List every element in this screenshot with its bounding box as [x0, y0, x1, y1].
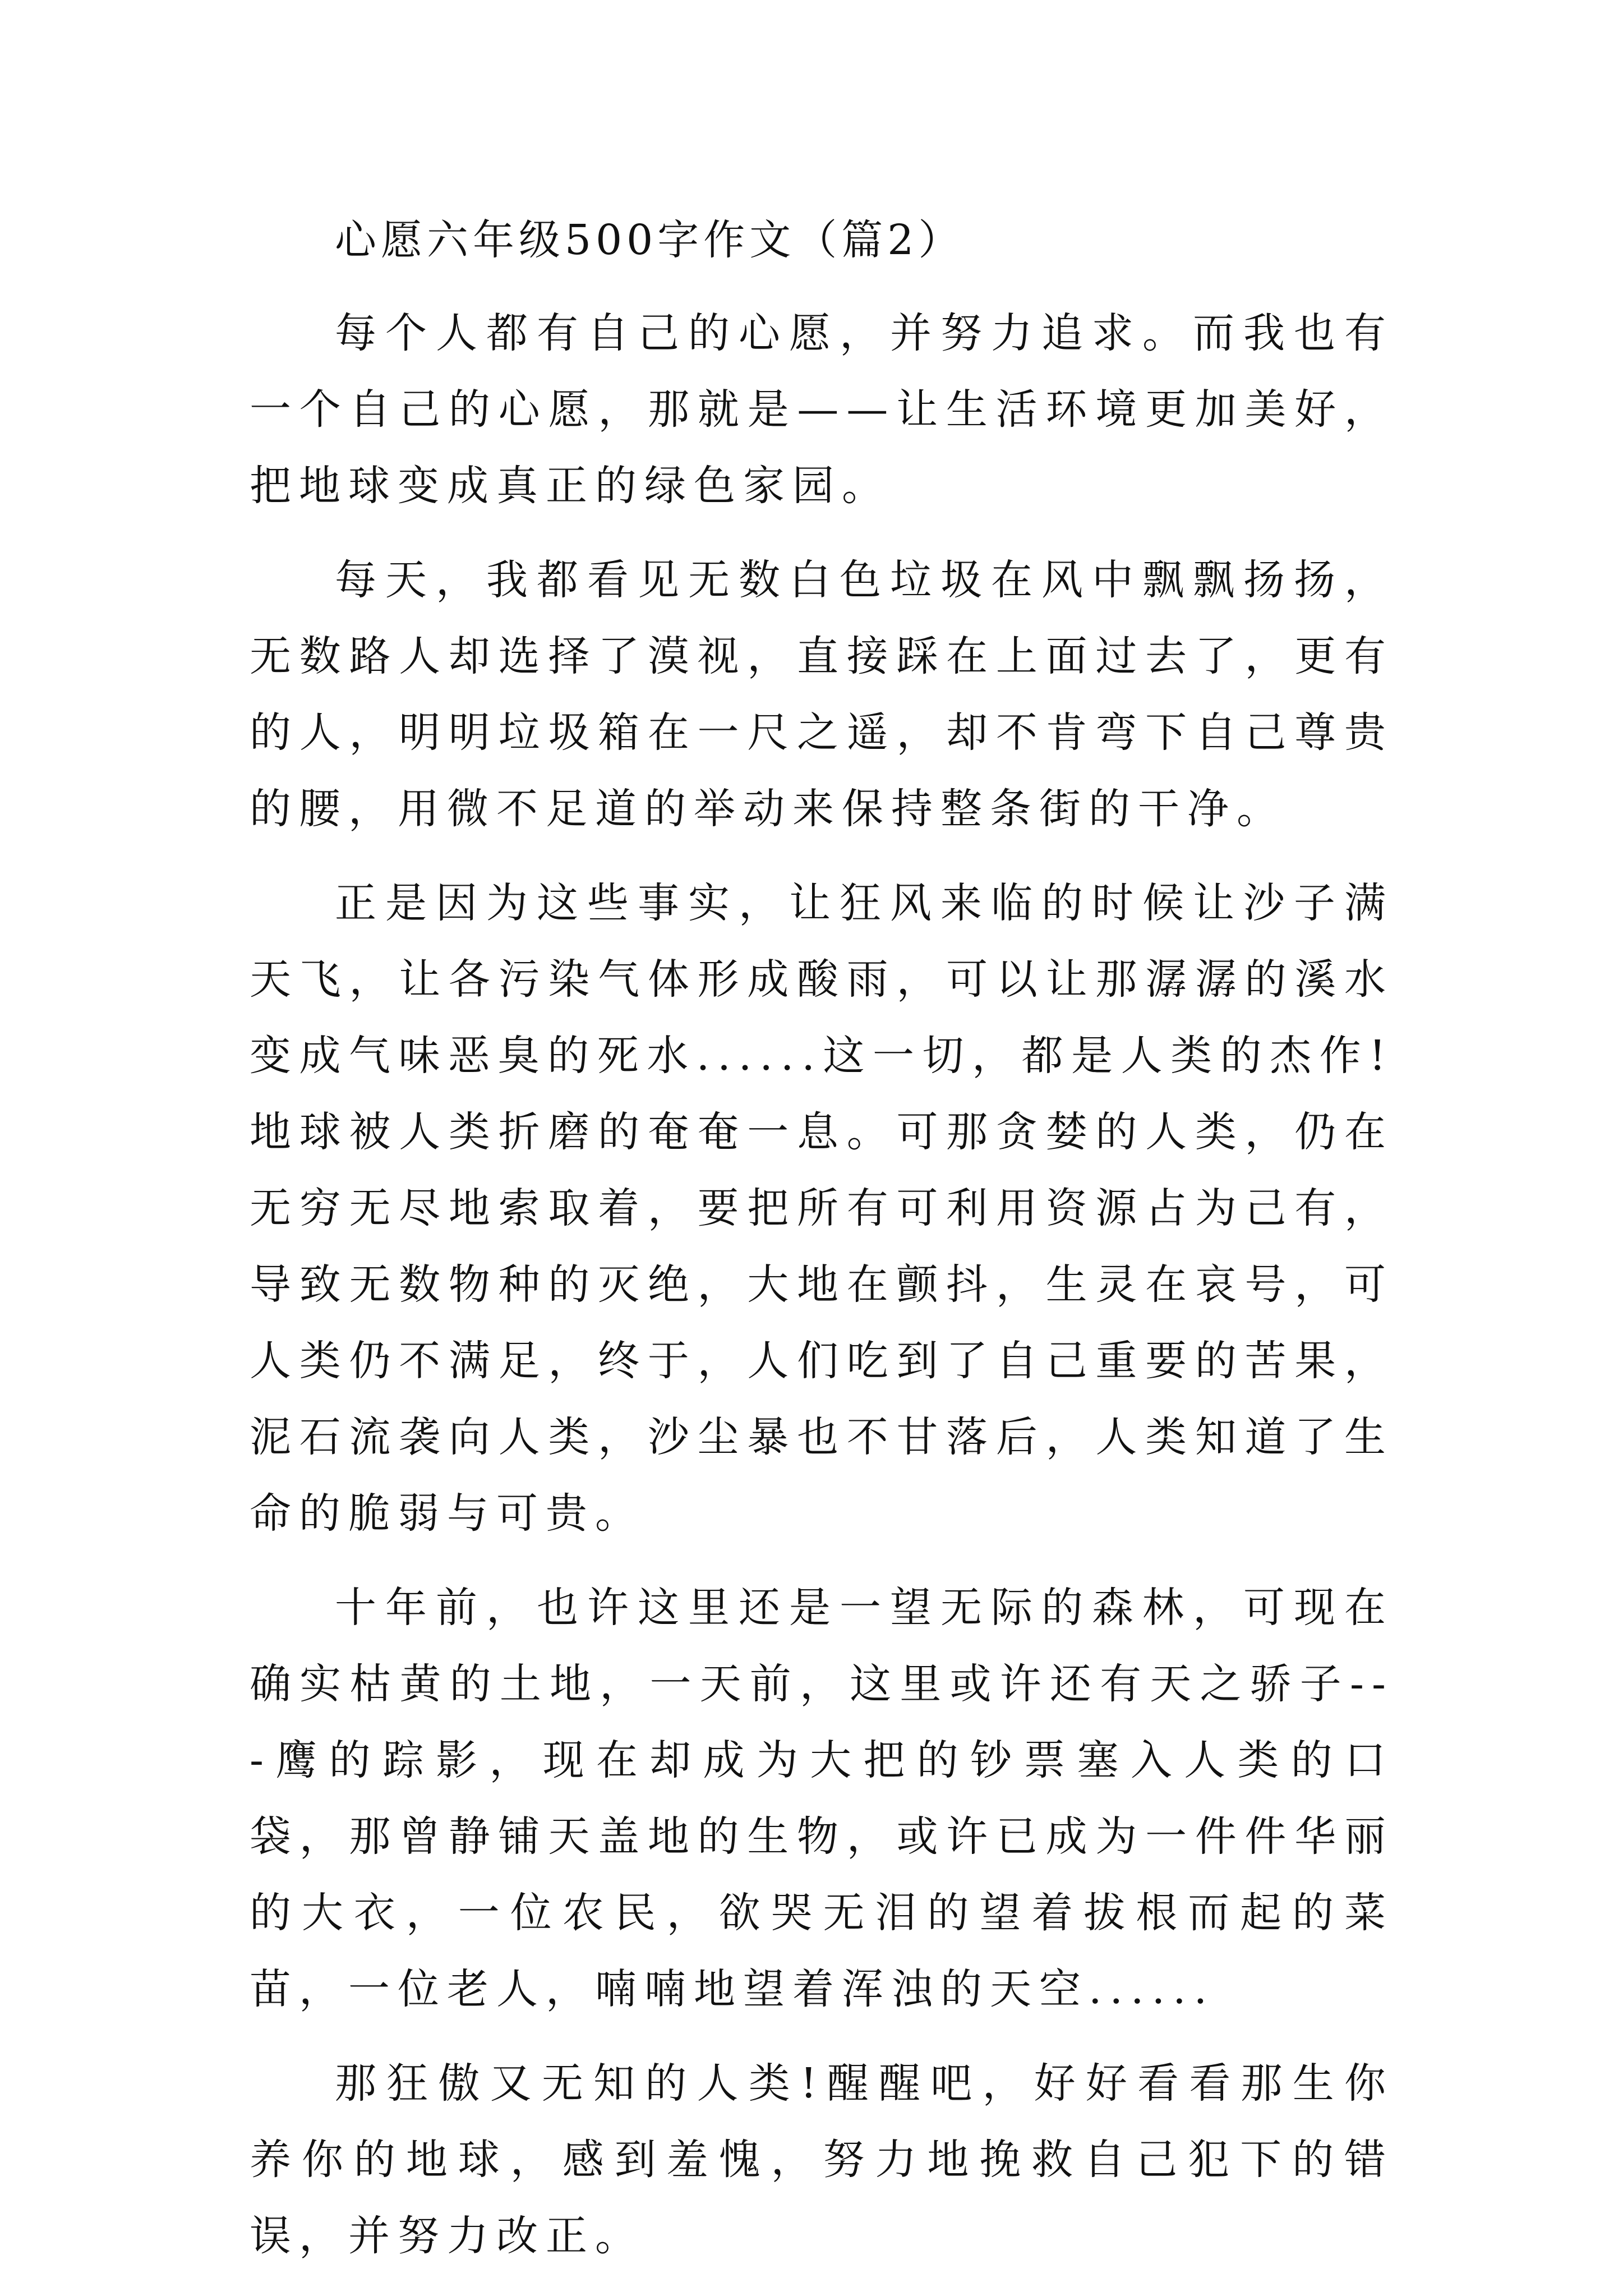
document-title: 心愿六年级500字作文（篇2） — [335, 216, 965, 264]
paragraph-5: 那狂傲又无知的人类!醒醒吧，好好看看那生你养你的地球，感到羞愧，努力地挽救自己犯下的错误，并努力改正。 — [250, 2059, 1394, 2260]
paragraph-3: 正是因为这些事实，让狂风来临的时候让沙子满天飞，让各污染气体形成酸雨，可以让那潺潺的溪水变成气味恶臭的死水......这一切，都是人类的杰作!地球被人类折磨的奄奄一息。可那贪婪的人类，仍在无穷无尽地索取着，要把所有可利用资源占为己有，导致无数物种的灭绝，大地在颤抖，生灵在哀号，可人类仍不满足，终于，人们吃到了自己重要的苦果，泥石流袭向人类，沙尘暴也不甘落后，人类知道了生命的脆弱与可贵。 — [250, 879, 1394, 1538]
paragraph-2: 每天，我都看见无数白色垃圾在风中飘飘扬扬，无数路人却选择了漠视，直接踩在上面过去了，更有的人，明明垃圾箱在一尺之遥，却不肯弯下自己尊贵的腰，用微不足道的举动来保持整条街的干净。 — [250, 556, 1394, 833]
paragraph-1: 每个人都有自己的心愿，并努力追求。而我也有一个自己的心愿，那就是——让生活环境更加美好，把地球变成真正的绿色家园。 — [250, 309, 1394, 510]
paragraph-4: 十年前，也许这里还是一望无际的森林，可现在确实枯黄的土地，一天前，这里或许还有天之骄子---鹰的踪影，现在却成为大把的钞票塞入人类的口袋，那曾静铺天盖地的生物，或许已成为一件件华丽的大衣，一位农民，欲哭无泪的望着拔根而起的菜苗，一位老人，喃喃地望着浑浊的天空...... — [250, 1584, 1394, 2013]
document-body — [250, 202, 1394, 2292]
